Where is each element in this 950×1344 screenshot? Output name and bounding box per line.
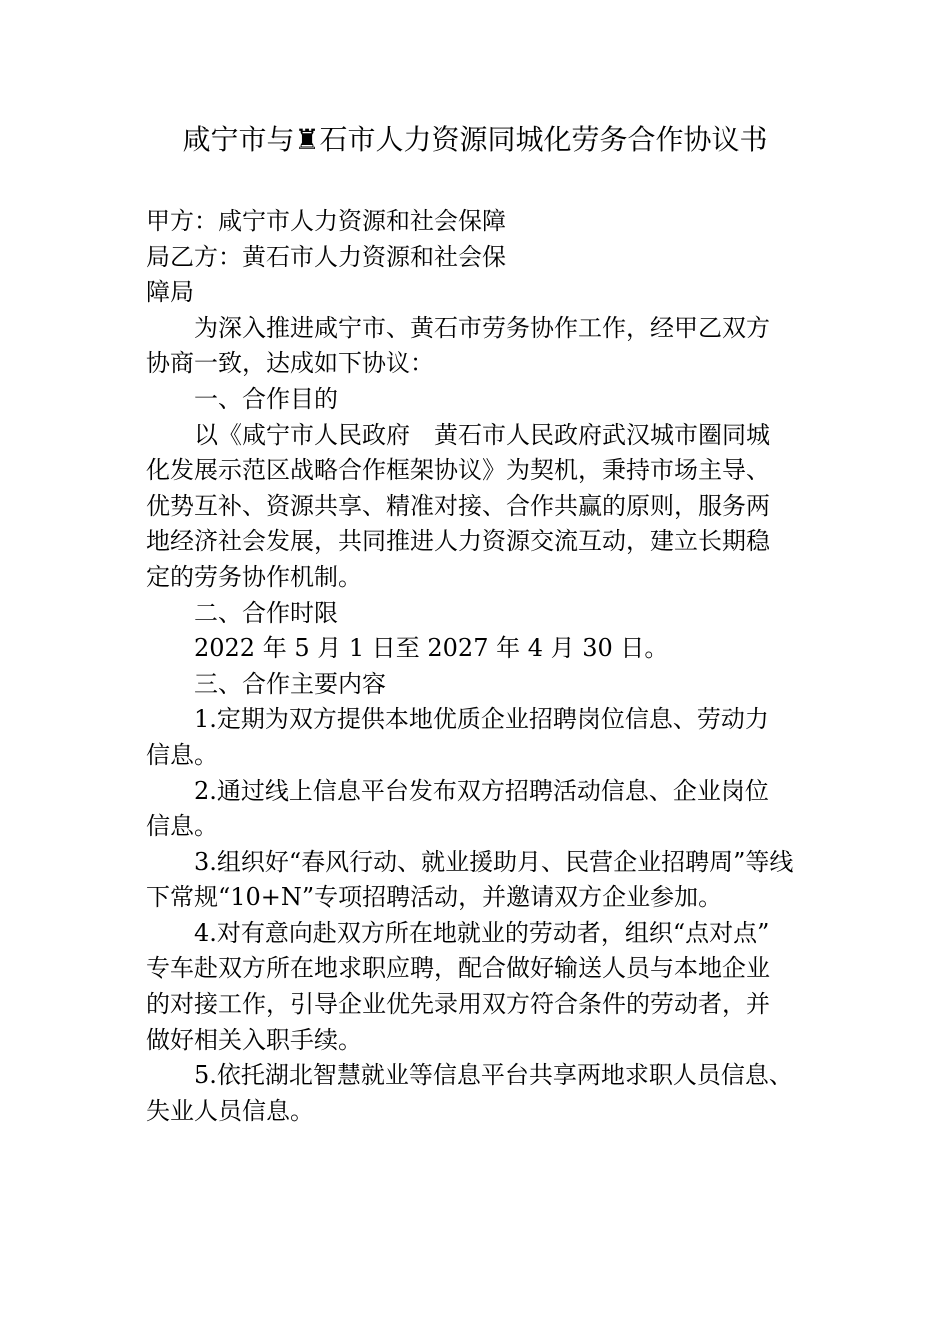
purpose-paragraph-line-3: 优势互补、资源共享、精准对接、合作共赢的原则，服务两 — [146, 491, 770, 520]
purpose-paragraph-line-4: 地经济社会发展，共同推进人力资源交流互动，建立长期稳 — [146, 527, 770, 556]
intro-paragraph-line-1: 为深入推进咸宁市、黄石市劳务协作工作，经甲乙双方 — [194, 313, 770, 342]
item-5-line-2: 失业人员信息。 — [146, 1096, 314, 1125]
party-b-line-continued: 障局 — [146, 278, 194, 307]
party-b-line: 局乙方：黄石市人力资源和社会保 — [146, 242, 506, 271]
item-5-line-1: 5.依托湖北智慧就业等信息平台共享两地求职人员信息、 — [194, 1061, 793, 1090]
term-paragraph: 2022 年 5 月 1 日至 2027 年 4 月 30 日。 — [194, 634, 669, 663]
item-4-line-2: 专车赴双方所在地求职应聘，配合做好输送人员与本地企业 — [146, 954, 770, 983]
party-a-line: 甲方：咸宁市人力资源和社会保障 — [146, 207, 506, 235]
section-heading-purpose: 一、合作目的 — [194, 384, 338, 413]
section-heading-term: 二、合作时限 — [194, 598, 338, 627]
item-1-line-1: 1.定期为双方提供本地优质企业招聘岗位信息、劳动力 — [194, 705, 769, 734]
intro-paragraph-line-2: 协商一致，达成如下协议： — [146, 349, 434, 378]
item-4-line-1: 4.对有意向赴双方所在地就业的劳动者，组织“点对点” — [194, 918, 770, 947]
item-2-line-1: 2.通过线上信息平台发布双方招聘活动信息、企业岗位 — [194, 776, 769, 805]
item-3-line-1: 3.组织好“春风行动、就业援助月、民营企业招聘周”等线 — [194, 847, 794, 876]
document-title: 咸宁市与♜石市人力资源同城化劳务合作协议书 — [182, 123, 768, 156]
item-4-line-4: 做好相关入职手续。 — [146, 1025, 362, 1054]
purpose-paragraph-line-2: 化发展示范区战略合作框架协议》为契机，秉持市场主导、 — [146, 456, 770, 485]
item-1-line-2: 信息。 — [146, 740, 218, 769]
document-body — [146, 204, 826, 1129]
item-4-line-3: 的对接工作，引导企业优先录用双方符合条件的劳动者，并 — [146, 990, 770, 1019]
purpose-paragraph-line-1: 以《咸宁市人民政府 黄石市人民政府武汉城市圈同城 — [194, 420, 770, 449]
section-heading-content: 三、合作主要内容 — [194, 669, 386, 698]
purpose-paragraph-line-5: 定的劳务协作机制。 — [146, 562, 362, 591]
item-3-line-2: 下常规“10+N”专项招聘活动，并邀请双方企业参加。 — [146, 883, 723, 912]
item-2-line-2: 信息。 — [146, 812, 218, 841]
